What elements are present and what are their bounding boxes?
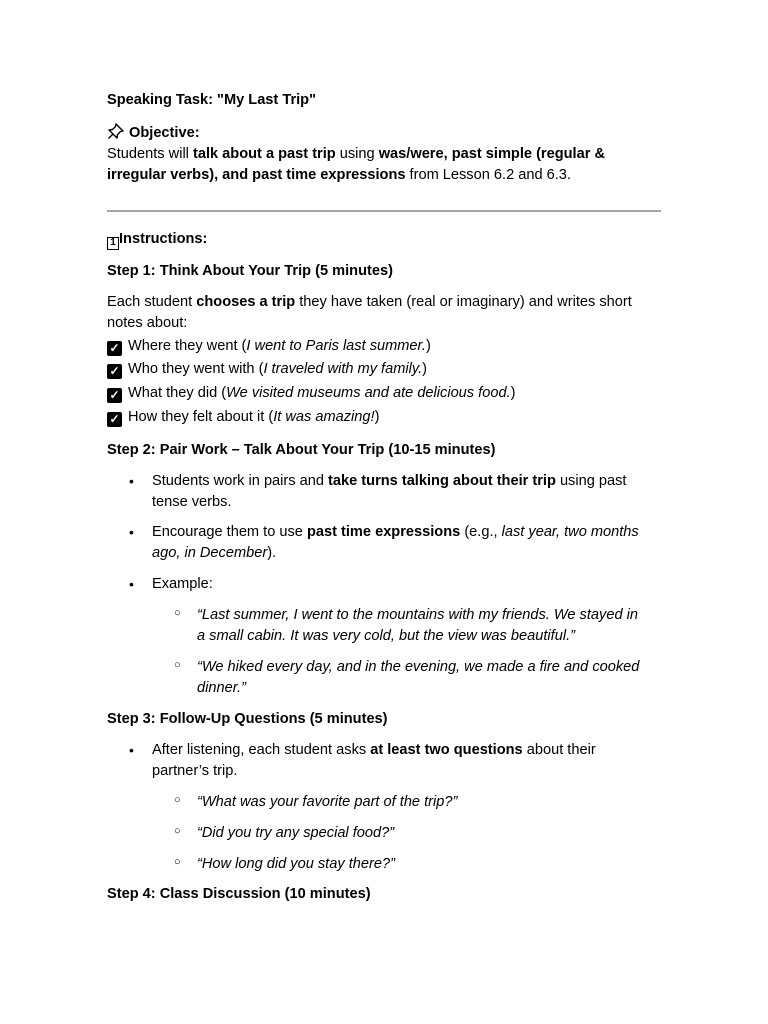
bullet-dot: • [129,576,134,592]
step3-heading: Step 3: Follow-Up Questions (5 minutes) [107,711,388,727]
step2-bullet2-line-2: ago, in December). [152,545,277,561]
step1-intro-line-2: notes about: [107,315,188,331]
bullet-dot: • [129,473,134,489]
horizontal-divider [107,210,661,212]
sub-bullet-circle: ○ [174,856,181,868]
step1-intro-line-1: Each student chooses a trip they have taken (real or imaginary) and writes short [107,294,632,310]
check-box-icon: ✓ [107,412,122,427]
step2-bullet1-line-1: Students work in pairs and take turns talking about their trip using past [152,473,627,489]
step2-bullet3: Example: [152,576,213,592]
bullet-dot: • [129,742,134,758]
page-title: Speaking Task: "My Last Trip" [107,92,317,108]
check-item: ✓ Who they went with (I traveled with my family.) [107,359,427,380]
check-box-icon: ✓ [107,341,122,356]
step1-heading: Step 1: Think About Your Trip (5 minutes) [107,263,393,279]
example2-line-1: “We hiked every day, and in the evening, we made a fire and cooked [197,659,640,675]
check-box-icon: ✓ [107,388,122,403]
step2-heading: Step 2: Pair Work – Talk About Your Trip (10-15 minutes) [107,442,496,458]
step3-bullet1-line-1: After listening, each student asks at least two questions about their [152,742,596,758]
question-item: “What was your favorite part of the trip?” [197,794,458,810]
check-box-icon: ✓ [107,364,122,379]
sub-bullet-circle: ○ [174,659,181,671]
example1-line-1: “Last summer, I went to the mountains with my friends. We stayed in [197,607,638,623]
step2-bullet2-line-1: Encourage them to use past time expressions (e.g., last year, two months [152,524,639,540]
step4-heading: Step 4: Class Discussion (10 minutes) [107,886,371,902]
check-item: ✓ What they did (We visited museums and ate delicious food.) [107,383,516,404]
sub-bullet-circle: ○ [174,794,181,806]
instructions-heading: 1 Instructions: [107,229,207,250]
example2-line-2: dinner.” [197,680,246,696]
example1-line-2: a small cabin. It was very cold, but the view was beautiful.” [197,628,575,644]
check-item: ✓ Where they went (I went to Paris last summer.) [107,336,431,357]
step3-bullet1-line-2: partner’s trip. [152,763,238,779]
objective-line-2: irregular verbs), and past time expressions from Lesson 6.2 and 6.3. [107,167,571,183]
question-item: “Did you try any special food?” [197,825,395,841]
sub-bullet-circle: ○ [174,825,181,837]
step2-bullet1-line-2: tense verbs. [152,494,232,510]
check-item: ✓ How they felt about it (It was amazing!) [107,407,379,428]
objective-line-1: Students will talk about a past trip using was/were, past simple (regular & [107,146,605,162]
sub-bullet-circle: ○ [174,607,181,619]
bullet-dot: • [129,524,134,540]
objective-label: Objective: [129,125,200,141]
question-item: “How long did you stay there?” [197,856,395,872]
keycap-one-icon: 1 [107,237,119,250]
